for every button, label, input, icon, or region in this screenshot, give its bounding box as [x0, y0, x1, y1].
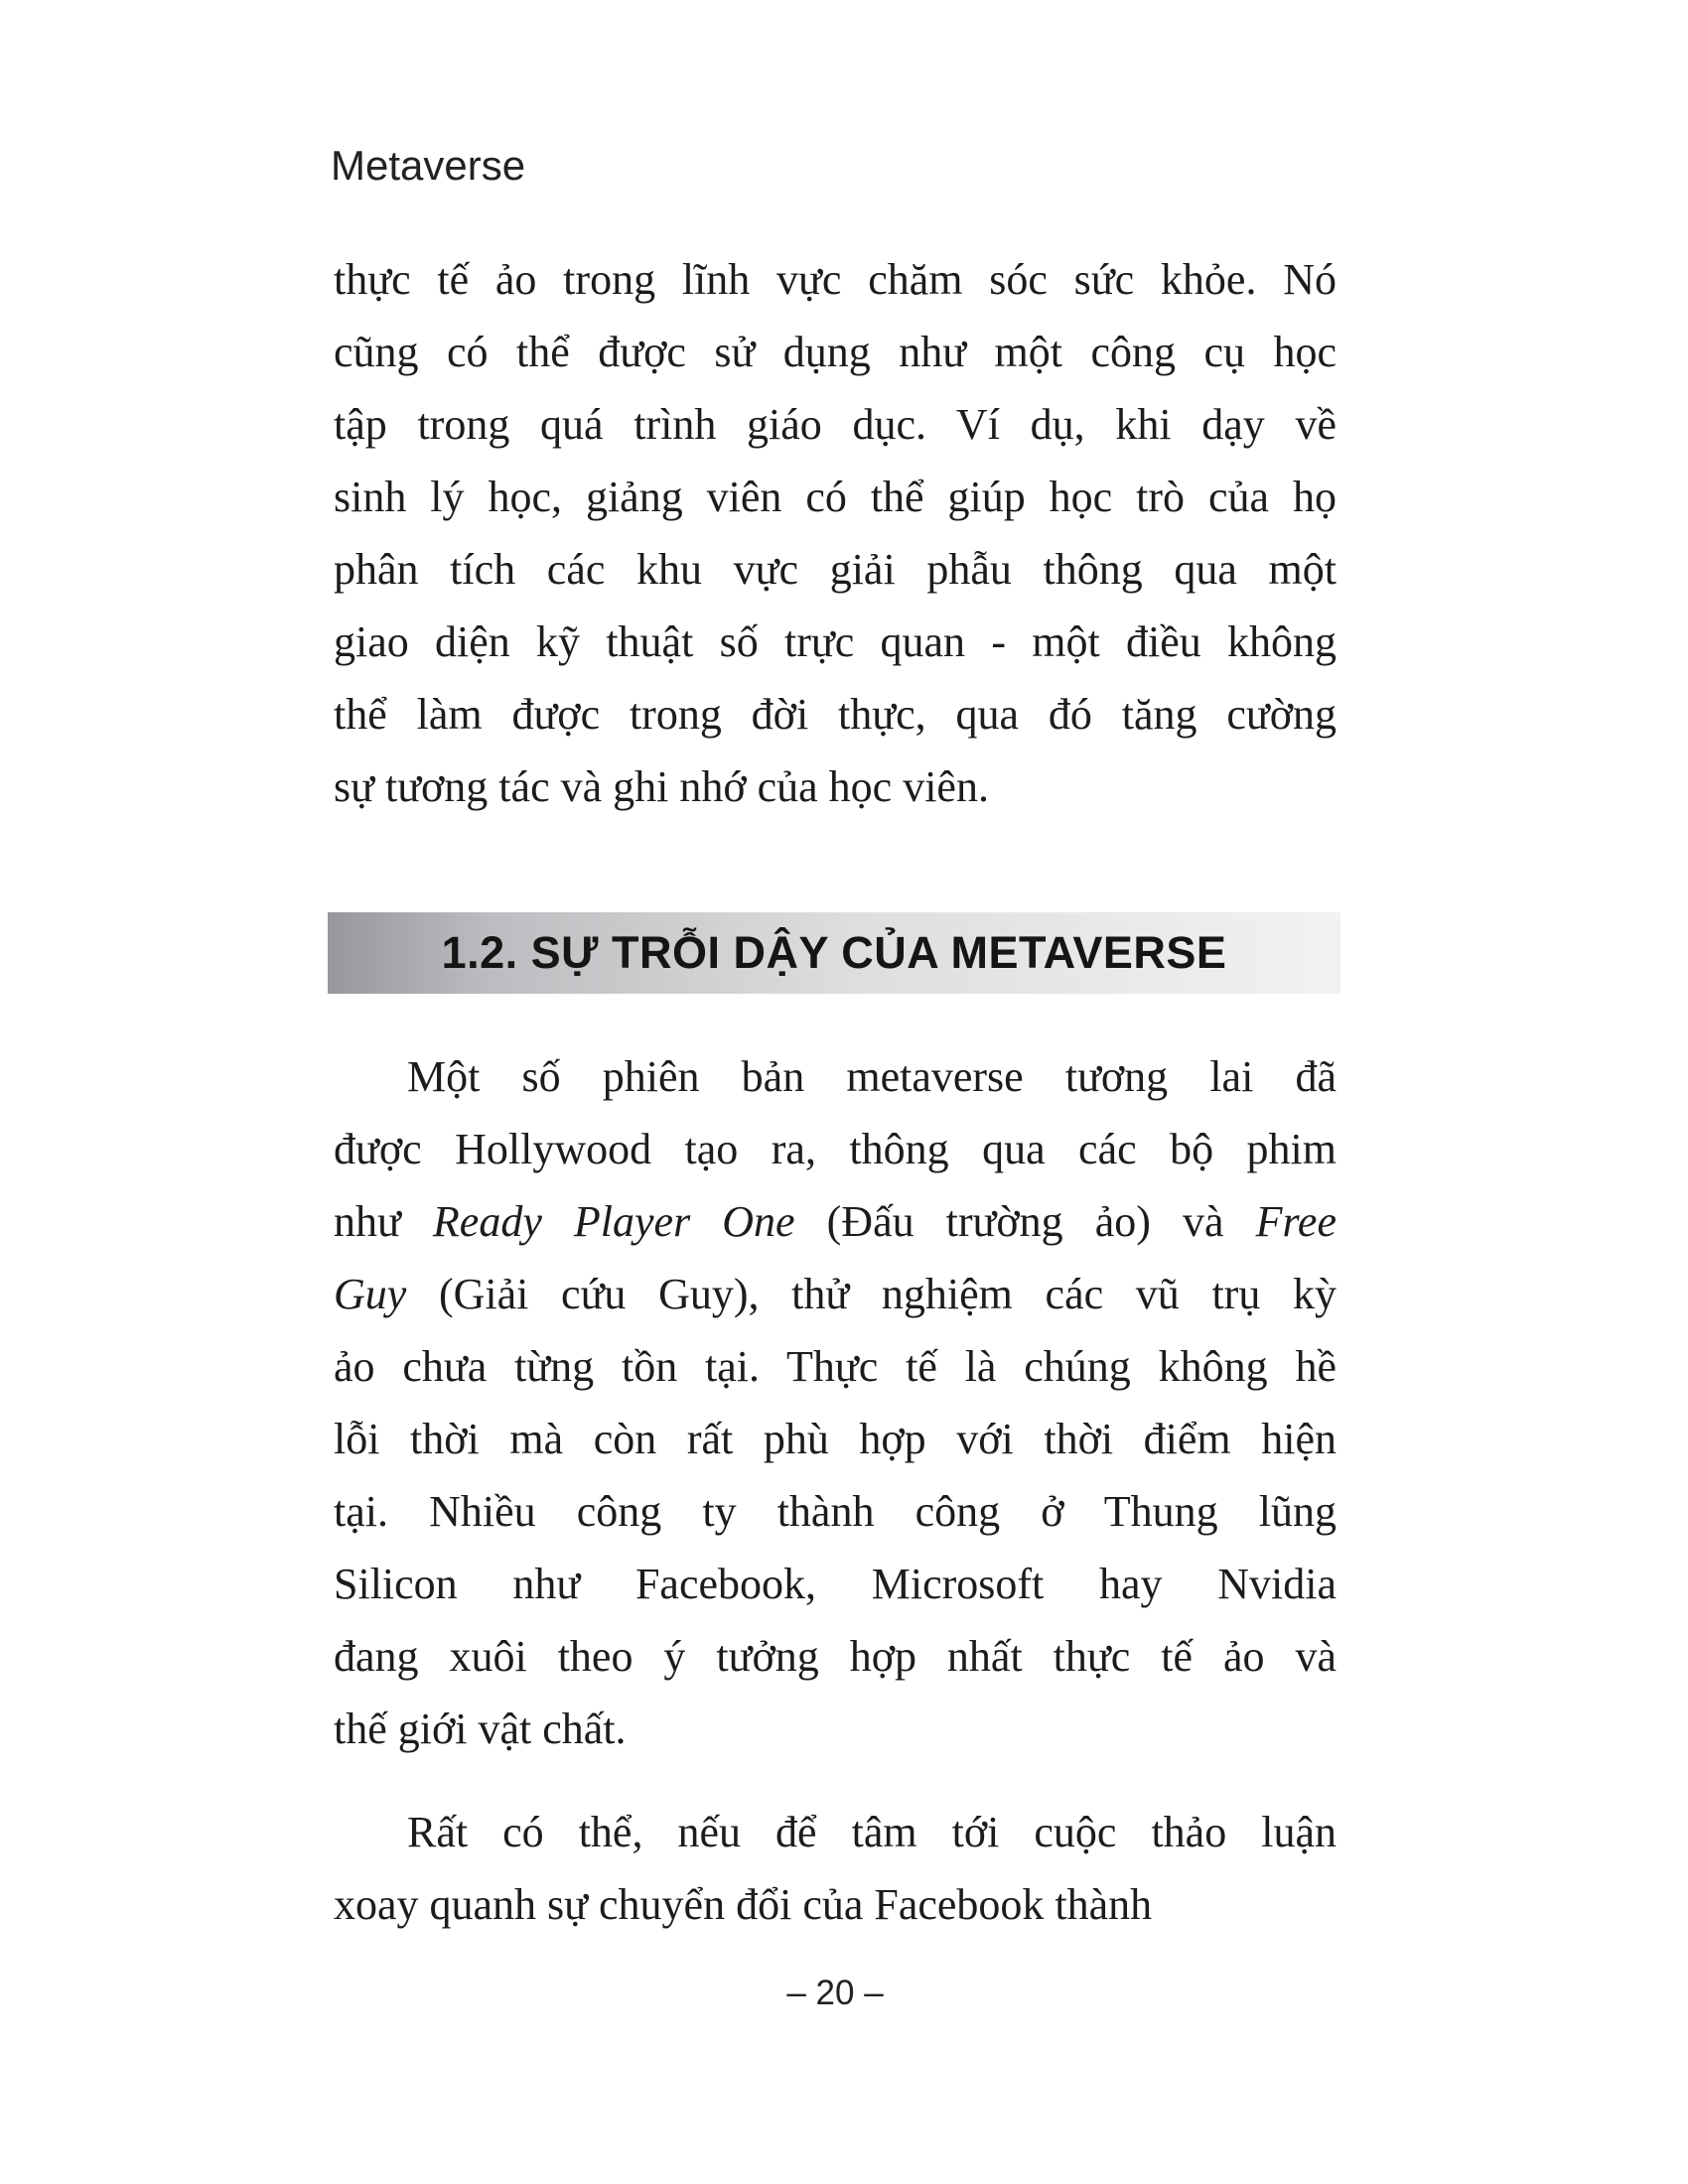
section-heading-bar: [328, 912, 1340, 994]
text-line: Rất có thể, nếu để tâm tới cuộc thảo luận: [407, 1808, 1336, 1856]
text-line: thế giới vật chất.: [334, 1705, 627, 1753]
text-line: tại. Nhiều công ty thành công ở Thung lũng: [334, 1487, 1336, 1536]
paragraph-3: [334, 1796, 1336, 1941]
text-line: thực tế ảo trong lĩnh vực chăm sóc sức khỏe. Nó: [334, 255, 1336, 304]
text-line: được Hollywood tạo ra, thông qua các bộ phim: [334, 1125, 1336, 1173]
text-line: giao diện kỹ thuật số trực quan - một điều không: [334, 617, 1336, 666]
text-line: Guy (Giải cứu Guy), thử nghiệm các vũ trụ kỳ: [334, 1270, 1336, 1318]
text-line: sự tương tác và ghi nhớ của học viên.: [334, 762, 989, 811]
text-line: tập trong quá trình giáo dục. Ví dụ, khi dạy về: [334, 400, 1336, 449]
running-header: Metaverse: [331, 142, 526, 189]
paragraph-2: [334, 1040, 1336, 1765]
text-line: cũng có thể được sử dụng như một công cụ học: [334, 328, 1336, 376]
text-line: Silicon như Facebook, Microsoft hay Nvidia: [334, 1560, 1336, 1608]
text-line: đang xuôi theo ý tưởng hợp nhất thực tế ảo và: [334, 1632, 1336, 1681]
text-line: phân tích các khu vực giải phẫu thông qua một: [334, 545, 1336, 594]
text-line: thể làm được trong đời thực, qua đó tăng cường: [334, 690, 1336, 739]
text-line: lỗi thời mà còn rất phù hợp với thời điểm hiện: [334, 1415, 1336, 1463]
paragraph-1: [334, 243, 1336, 823]
page-number: – 20 –: [786, 1974, 884, 2012]
text-line: ảo chưa từng tồn tại. Thực tế là chúng không hề: [334, 1342, 1336, 1391]
text-line: xoay quanh sự chuyển đổi của Facebook thành: [334, 1880, 1153, 1929]
text-line: như Ready Player One (Đấu trường ảo) và Free: [334, 1197, 1336, 1246]
text-line: Một số phiên bản metaverse tương lai đã: [407, 1052, 1336, 1101]
text-line: sinh lý học, giảng viên có thể giúp học trò của họ: [334, 473, 1336, 521]
section-heading: 1.2. SỰ TRỖI DẬY CỦA METAVERSE: [441, 927, 1227, 978]
